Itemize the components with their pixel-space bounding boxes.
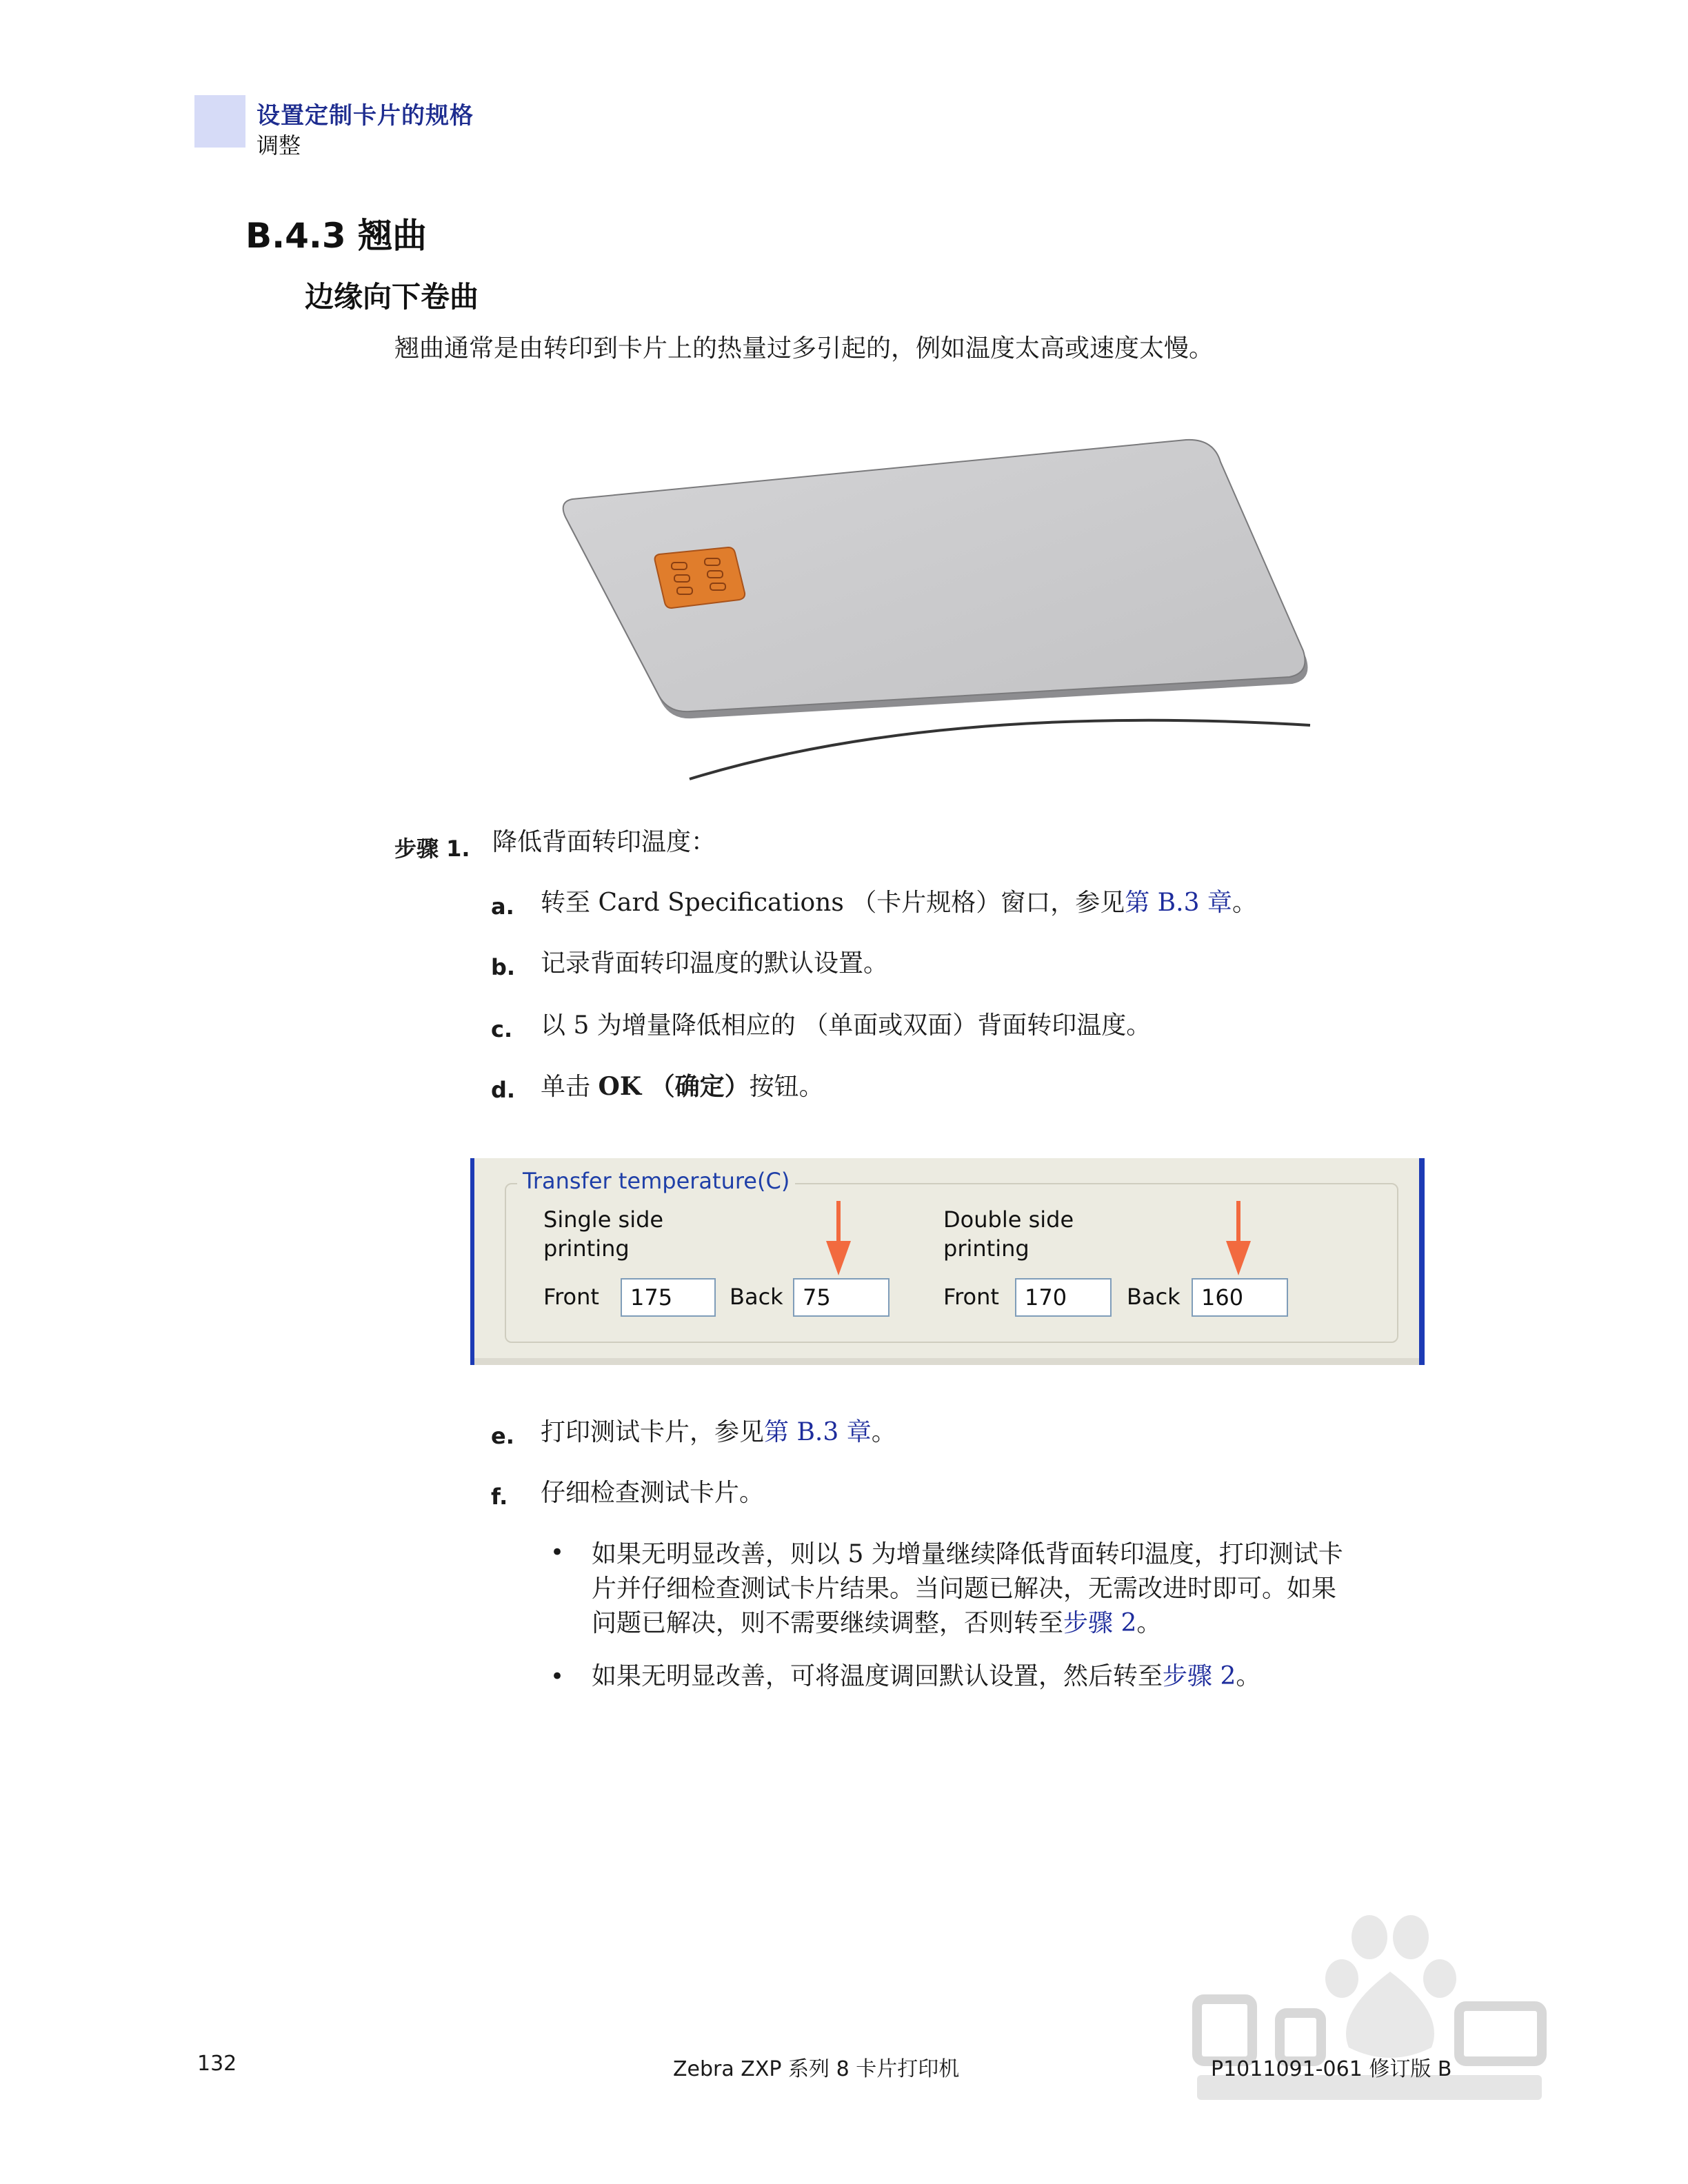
- section-title: B.4.3 翘曲: [245, 216, 428, 256]
- substep-f-label: f.: [491, 1484, 508, 1510]
- bullet-2-text: 如果无明显改善，可将温度调回默认设置，然后转至步骤 2。: [592, 1662, 1261, 1690]
- single-side-label-2: printing: [543, 1235, 630, 1262]
- double-side-label-1: Double side: [943, 1206, 1074, 1233]
- bullet-icon: •: [550, 1663, 565, 1690]
- substep-f-text: 仔细检查测试卡片。: [541, 1479, 765, 1507]
- footer-revision: P1011091-061 修订版 B: [1211, 2057, 1452, 2081]
- substep-d-label: d.: [491, 1077, 516, 1103]
- step-text: 降低背面转印温度：: [492, 828, 716, 856]
- ok-button-ref: OK （确定）: [598, 1072, 750, 1101]
- double-back-input[interactable]: 160: [1192, 1278, 1288, 1317]
- substep-c-label: c.: [491, 1016, 513, 1042]
- single-back-input[interactable]: 75: [793, 1278, 890, 1317]
- subsection-title: 边缘向下卷曲: [305, 280, 479, 314]
- single-side-label-1: Single side: [543, 1206, 664, 1233]
- chapter-link[interactable]: 第 B.3 章: [764, 1418, 872, 1446]
- group-title: Transfer temperature(C): [517, 1168, 795, 1194]
- step-2-link[interactable]: 步骤 2: [1063, 1609, 1137, 1637]
- double-back-label: Back: [1127, 1284, 1180, 1310]
- substep-d-text: 单击 OK （确定）按钮。: [541, 1072, 824, 1101]
- panel-bottom-edge: [474, 1358, 1419, 1365]
- single-back-label: Back: [730, 1284, 783, 1310]
- substep-a-text: 转至 Card Specifications （卡片规格）窗口，参见第 B.3 章。: [541, 889, 1257, 917]
- substep-b-text: 记录背面转印温度的默认设置。: [541, 949, 889, 978]
- header-subtitle: 调整: [257, 132, 301, 159]
- substep-c-text: 以 5 为增量降低相应的 （单面或双面）背面转印温度。: [541, 1011, 1152, 1040]
- single-front-label: Front: [543, 1284, 599, 1310]
- substep-a-label: a.: [491, 893, 514, 920]
- footer-product: Zebra ZXP 系列 8 卡片打印机: [673, 2057, 960, 2081]
- chapter-link[interactable]: 第 B.3 章: [1125, 889, 1232, 917]
- arrow-down-icon: [1225, 1201, 1252, 1277]
- bullet-icon: •: [550, 1539, 565, 1566]
- step-2-link[interactable]: 步骤 2: [1163, 1662, 1236, 1690]
- baidu-jingyan-watermark: [1183, 1910, 1569, 2116]
- warped-card-illustration: [524, 421, 1324, 793]
- intro-paragraph: 翘曲通常是由转印到卡片上的热量过多引起的，例如温度太高或速度太慢。: [394, 334, 1214, 363]
- chip-icon: [655, 547, 745, 608]
- warp-curve: [690, 720, 1310, 779]
- single-front-input[interactable]: 175: [621, 1278, 716, 1317]
- arrow-down-icon: [825, 1201, 852, 1277]
- page-number: 132: [197, 2052, 237, 2076]
- substep-e-label: e.: [491, 1423, 514, 1449]
- step-label: 步骤 1.: [394, 836, 470, 862]
- double-front-input[interactable]: 170: [1015, 1278, 1112, 1317]
- transfer-temperature-panel: [470, 1158, 1425, 1365]
- double-side-label-2: printing: [943, 1235, 1029, 1262]
- substep-e-text: 打印测试卡片，参见第 B.3 章。: [541, 1418, 896, 1446]
- header-accent-box: [194, 95, 245, 148]
- header-title: 设置定制卡片的规格: [257, 102, 474, 130]
- bullet-1-text: 如果无明显改善，则以 5 为增量继续降低背面转印温度，打印测试卡 片并仔细检查测试卡片结果。当问题已解决，无需改进时即可。如果 问题已解决，则不需要继续调整，否则转至步骤 2。: [592, 1540, 1343, 1637]
- substep-b-label: b.: [491, 954, 516, 980]
- double-front-label: Front: [943, 1284, 999, 1310]
